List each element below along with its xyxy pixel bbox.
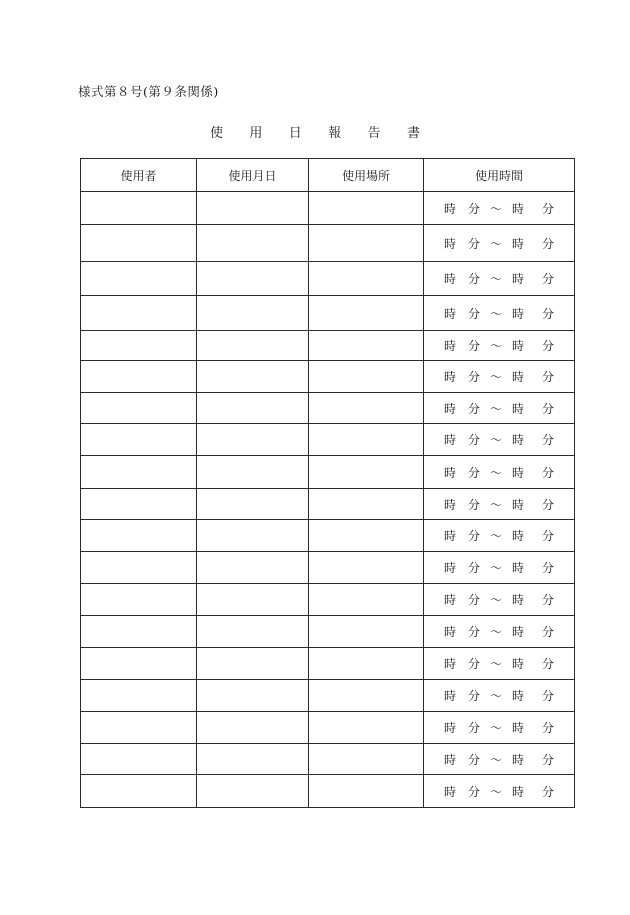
time-cell[interactable]	[424, 456, 575, 489]
end-hour-label: 時	[512, 657, 525, 671]
end-hour-label: 時	[512, 529, 525, 543]
place-cell[interactable]	[309, 262, 424, 296]
header-place: 使用場所	[309, 159, 424, 192]
start-minute-label: 分	[468, 784, 481, 799]
time-range	[424, 200, 574, 217]
title-char: 日	[288, 126, 302, 141]
time-cell[interactable]	[424, 712, 575, 744]
start-minute-label: 分	[468, 306, 481, 321]
end-hour-label: 時	[512, 689, 525, 703]
end-minute-label: 分	[542, 306, 555, 321]
table-row	[81, 712, 575, 744]
user-cell[interactable]	[81, 489, 197, 520]
time-cell[interactable]	[424, 520, 575, 552]
date-cell[interactable]	[197, 489, 309, 520]
date-cell[interactable]	[197, 712, 309, 744]
table-row	[81, 262, 575, 296]
user-cell[interactable]	[81, 192, 197, 225]
start-hour-label: 時	[444, 401, 457, 416]
time-separator: ～	[490, 236, 503, 251]
start-minute-label: 分	[468, 272, 481, 286]
place-cell[interactable]	[309, 744, 424, 775]
start-minute-label: 分	[468, 561, 481, 575]
end-minute-label: 分	[542, 201, 555, 216]
table-body	[81, 192, 575, 808]
user-cell[interactable]	[81, 296, 197, 331]
end-hour-label: 時	[512, 465, 525, 480]
title-char: 用	[249, 126, 263, 141]
table-row	[81, 584, 575, 616]
time-range	[424, 719, 574, 736]
user-cell[interactable]	[81, 680, 197, 712]
start-minute-label: 分	[468, 625, 481, 639]
end-minute-label: 分	[542, 497, 555, 512]
time-range	[424, 783, 574, 800]
start-hour-label: 時	[444, 236, 457, 251]
place-cell[interactable]	[309, 456, 424, 489]
start-minute-label: 分	[468, 401, 481, 416]
header-user: 使用者	[81, 159, 197, 192]
date-cell[interactable]	[197, 424, 309, 456]
time-range	[424, 270, 574, 287]
time-separator: ～	[490, 625, 503, 639]
user-cell[interactable]	[81, 552, 197, 584]
date-cell[interactable]	[197, 616, 309, 648]
table-row	[81, 192, 575, 225]
table-row	[81, 552, 575, 584]
table-row	[81, 331, 575, 361]
time-range	[424, 337, 574, 354]
end-minute-label: 分	[542, 529, 555, 543]
end-minute-label: 分	[542, 236, 555, 251]
end-hour-label: 時	[512, 593, 525, 607]
start-minute-label: 分	[468, 721, 481, 735]
end-minute-label: 分	[542, 625, 555, 639]
end-minute-label: 分	[542, 561, 555, 575]
date-cell[interactable]	[197, 225, 309, 262]
date-cell[interactable]	[197, 584, 309, 616]
time-cell[interactable]	[424, 192, 575, 225]
end-hour-label: 時	[512, 401, 525, 416]
place-cell[interactable]	[309, 775, 424, 808]
form-number: 様式第８号(第９条関係)	[78, 84, 219, 99]
end-minute-label: 分	[542, 784, 555, 799]
start-hour-label: 時	[444, 465, 457, 480]
place-cell[interactable]	[309, 712, 424, 744]
place-cell[interactable]	[309, 648, 424, 680]
date-cell[interactable]	[197, 393, 309, 424]
date-cell[interactable]	[197, 456, 309, 489]
place-cell[interactable]	[309, 680, 424, 712]
time-cell[interactable]	[424, 424, 575, 456]
table-row	[81, 648, 575, 680]
table-row	[81, 424, 575, 456]
start-minute-label: 分	[468, 529, 481, 543]
end-minute-label: 分	[542, 721, 555, 735]
user-cell[interactable]	[81, 361, 197, 393]
user-cell[interactable]	[81, 584, 197, 616]
place-cell[interactable]	[309, 616, 424, 648]
table-row	[81, 680, 575, 712]
date-cell[interactable]	[197, 648, 309, 680]
time-range	[424, 496, 574, 513]
start-hour-label: 時	[444, 593, 457, 607]
place-cell[interactable]	[309, 424, 424, 456]
time-range	[424, 368, 574, 385]
table-row	[81, 225, 575, 262]
time-separator: ～	[490, 561, 503, 575]
start-minute-label: 分	[468, 657, 481, 671]
user-cell[interactable]	[81, 648, 197, 680]
place-cell[interactable]	[309, 489, 424, 520]
place-cell[interactable]	[309, 584, 424, 616]
time-separator: ～	[490, 339, 503, 353]
date-cell[interactable]	[197, 744, 309, 775]
place-cell[interactable]	[309, 192, 424, 225]
time-cell[interactable]	[424, 775, 575, 808]
header-time: 使用時間	[424, 159, 575, 192]
user-cell[interactable]	[81, 262, 197, 296]
end-minute-label: 分	[542, 752, 555, 767]
start-hour-label: 時	[444, 625, 457, 639]
table-row	[81, 296, 575, 331]
start-hour-label: 時	[444, 784, 457, 799]
end-hour-label: 時	[512, 497, 525, 512]
time-separator: ～	[490, 201, 503, 216]
end-hour-label: 時	[512, 625, 525, 639]
end-hour-label: 時	[512, 272, 525, 286]
end-minute-label: 分	[542, 272, 555, 286]
start-hour-label: 時	[444, 272, 457, 286]
time-separator: ～	[490, 784, 503, 799]
user-cell[interactable]	[81, 225, 197, 262]
start-hour-label: 時	[444, 370, 457, 384]
start-hour-label: 時	[444, 752, 457, 767]
time-cell[interactable]	[424, 296, 575, 331]
time-cell[interactable]	[424, 648, 575, 680]
time-cell[interactable]	[424, 361, 575, 393]
place-cell[interactable]	[309, 393, 424, 424]
place-cell[interactable]	[309, 296, 424, 331]
end-hour-label: 時	[512, 306, 525, 321]
header-row	[81, 159, 575, 192]
start-minute-label: 分	[468, 201, 481, 216]
end-minute-label: 分	[542, 401, 555, 416]
start-minute-label: 分	[468, 236, 481, 251]
table-row	[81, 775, 575, 808]
table-row	[81, 393, 575, 424]
time-cell[interactable]	[424, 584, 575, 616]
time-separator: ～	[490, 721, 503, 735]
end-hour-label: 時	[512, 370, 525, 384]
title-char: 使	[210, 126, 224, 141]
time-range	[424, 235, 574, 252]
start-hour-label: 時	[444, 529, 457, 543]
time-range	[424, 400, 574, 417]
user-cell[interactable]	[81, 456, 197, 489]
table-row	[81, 520, 575, 552]
time-cell[interactable]	[424, 489, 575, 520]
start-minute-label: 分	[468, 752, 481, 767]
date-cell[interactable]	[197, 361, 309, 393]
table-row	[81, 616, 575, 648]
table-row	[81, 489, 575, 520]
time-range	[424, 527, 574, 544]
time-cell[interactable]	[424, 680, 575, 712]
time-separator: ～	[490, 370, 503, 384]
start-minute-label: 分	[468, 370, 481, 384]
time-separator: ～	[490, 529, 503, 543]
end-hour-label: 時	[512, 752, 525, 767]
start-minute-label: 分	[468, 497, 481, 512]
table-row	[81, 456, 575, 489]
date-cell[interactable]	[197, 296, 309, 331]
end-minute-label: 分	[542, 433, 555, 447]
time-range	[424, 751, 574, 768]
time-range	[424, 655, 574, 672]
start-minute-label: 分	[468, 433, 481, 447]
end-minute-label: 分	[542, 593, 555, 607]
end-minute-label: 分	[542, 339, 555, 353]
title-char: 書	[406, 126, 420, 141]
usage-log-table	[80, 158, 575, 808]
start-hour-label: 時	[444, 497, 457, 512]
start-hour-label: 時	[444, 561, 457, 575]
start-minute-label: 分	[468, 689, 481, 703]
date-cell[interactable]	[197, 775, 309, 808]
table-row	[81, 361, 575, 393]
time-range	[424, 305, 574, 322]
time-range	[424, 431, 574, 448]
header-date: 使用月日	[197, 159, 309, 192]
user-cell[interactable]	[81, 775, 197, 808]
end-hour-label: 時	[512, 236, 525, 251]
time-separator: ～	[490, 465, 503, 480]
time-separator: ～	[490, 593, 503, 607]
user-cell[interactable]	[81, 393, 197, 424]
time-separator: ～	[490, 272, 503, 286]
user-cell[interactable]	[81, 712, 197, 744]
time-range	[424, 623, 574, 640]
end-hour-label: 時	[512, 561, 525, 575]
time-cell[interactable]	[424, 616, 575, 648]
time-separator: ～	[490, 689, 503, 703]
start-hour-label: 時	[444, 657, 457, 671]
end-hour-label: 時	[512, 784, 525, 799]
end-minute-label: 分	[542, 370, 555, 384]
start-minute-label: 分	[468, 593, 481, 607]
user-cell[interactable]	[81, 424, 197, 456]
start-hour-label: 時	[444, 689, 457, 703]
time-separator: ～	[490, 401, 503, 416]
time-cell[interactable]	[424, 225, 575, 262]
start-minute-label: 分	[468, 339, 481, 353]
time-cell[interactable]	[424, 331, 575, 361]
table-row	[81, 744, 575, 775]
start-hour-label: 時	[444, 306, 457, 321]
end-hour-label: 時	[512, 339, 525, 353]
time-separator: ～	[490, 306, 503, 321]
place-cell[interactable]	[309, 520, 424, 552]
place-cell[interactable]	[309, 361, 424, 393]
time-separator: ～	[490, 657, 503, 671]
date-cell[interactable]	[197, 192, 309, 225]
document-title	[210, 122, 420, 141]
time-separator: ～	[490, 497, 503, 512]
time-separator: ～	[490, 752, 503, 767]
date-cell[interactable]	[197, 331, 309, 361]
end-hour-label: 時	[512, 433, 525, 447]
start-hour-label: 時	[444, 339, 457, 353]
end-minute-label: 分	[542, 657, 555, 671]
time-range	[424, 687, 574, 704]
user-cell[interactable]	[81, 744, 197, 775]
date-cell[interactable]	[197, 262, 309, 296]
user-cell[interactable]	[81, 616, 197, 648]
date-cell[interactable]	[197, 552, 309, 584]
time-range	[424, 559, 574, 576]
time-separator: ～	[490, 433, 503, 447]
time-cell[interactable]	[424, 262, 575, 296]
time-range	[424, 464, 574, 481]
end-hour-label: 時	[512, 721, 525, 735]
place-cell[interactable]	[309, 225, 424, 262]
place-cell[interactable]	[309, 331, 424, 361]
user-cell[interactable]	[81, 331, 197, 361]
start-hour-label: 時	[444, 433, 457, 447]
time-cell[interactable]	[424, 552, 575, 584]
time-cell[interactable]	[424, 393, 575, 424]
user-cell[interactable]	[81, 520, 197, 552]
end-minute-label: 分	[542, 689, 555, 703]
time-cell[interactable]	[424, 744, 575, 775]
start-minute-label: 分	[468, 465, 481, 480]
start-hour-label: 時	[444, 721, 457, 735]
time-range	[424, 591, 574, 608]
end-minute-label: 分	[542, 465, 555, 480]
place-cell[interactable]	[309, 552, 424, 584]
start-hour-label: 時	[444, 201, 457, 216]
date-cell[interactable]	[197, 680, 309, 712]
title-char: 報	[328, 126, 342, 141]
date-cell[interactable]	[197, 520, 309, 552]
title-char: 告	[367, 126, 381, 141]
end-hour-label: 時	[512, 201, 525, 216]
